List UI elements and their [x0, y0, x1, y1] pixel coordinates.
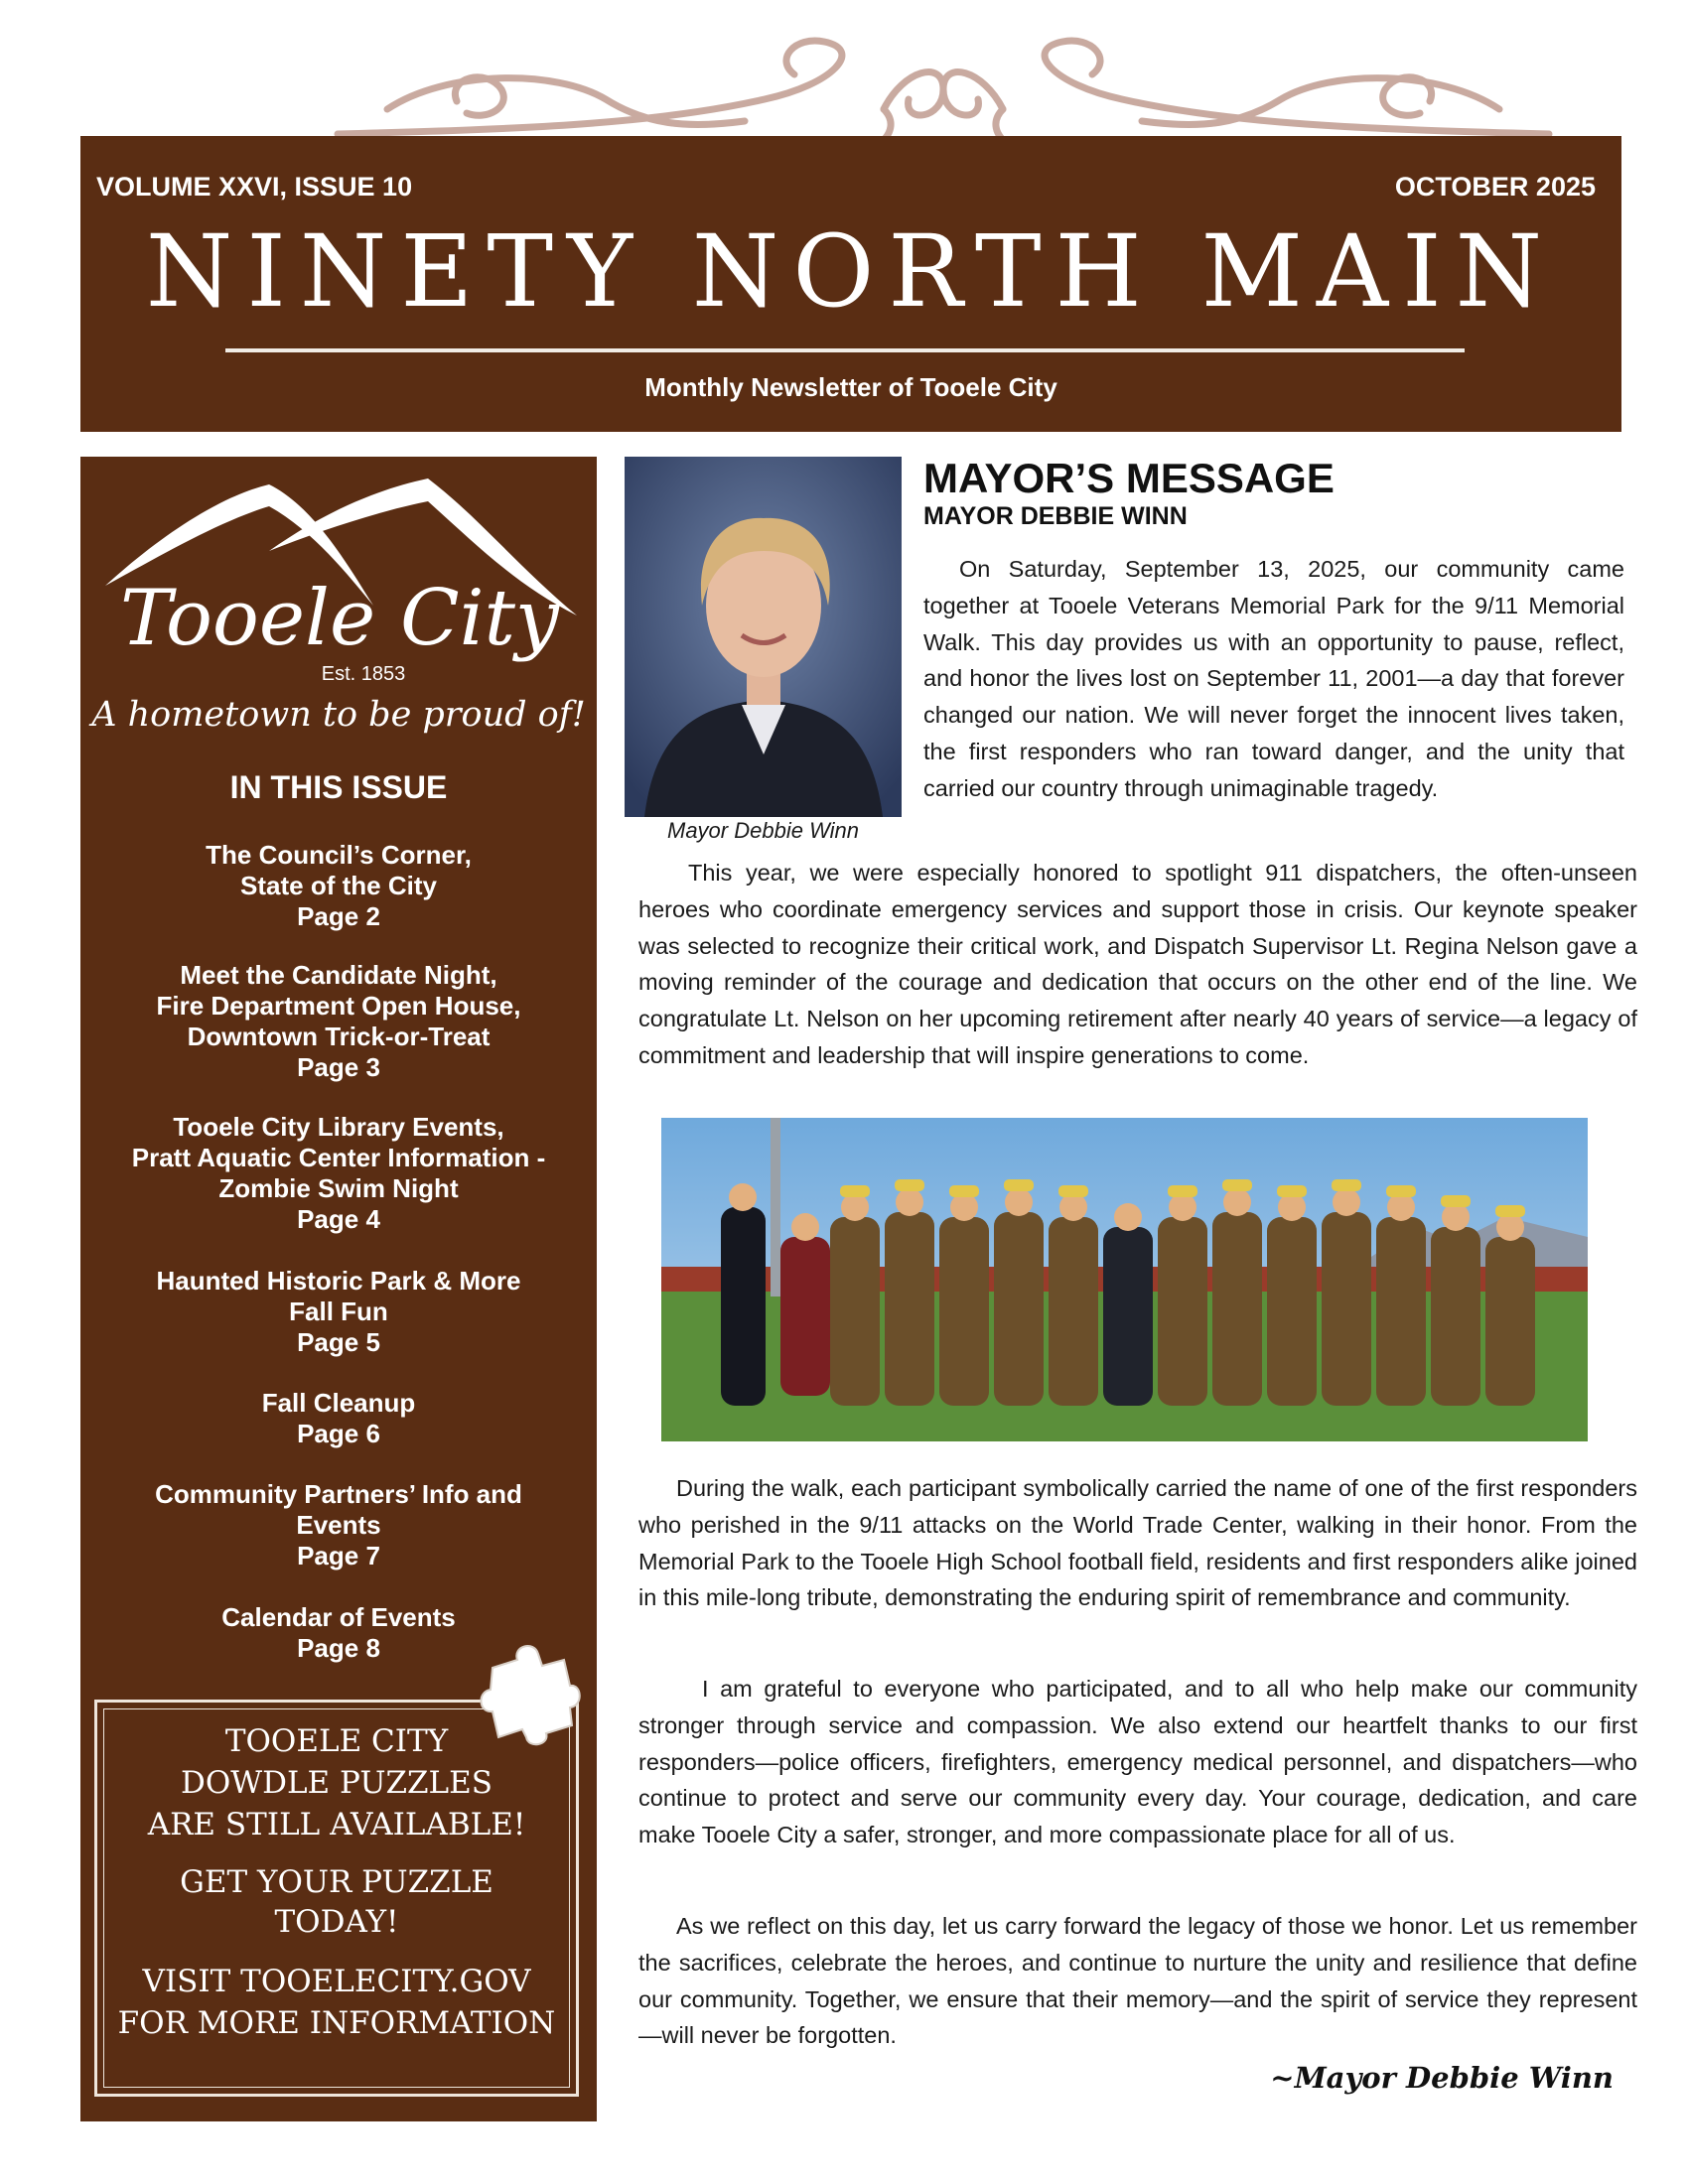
portrait-caption: Mayor Debbie Winn: [667, 818, 859, 843]
toc-line: Fire Department Open House,: [156, 991, 521, 1021]
mayor-portrait-photo: [625, 457, 902, 817]
toc-line: Calendar of Events: [221, 1602, 456, 1632]
article-paragraph: I am grateful to everyone who participated, and to all who help make our community stronger through service and compassion. We also extend our heartfelt thanks to our first responders—police officers, firefighters, emergency medical personnel, and dispatchers—who continue to protect and serve our community every day. Your courage, dedication, and care make Tooele City a safer, stronger, and more compassionate place for all of us.: [638, 1676, 1637, 1848]
toc-line: Haunted Historic Park & More: [156, 1266, 521, 1296]
toc-item-page-2[interactable]: [80, 840, 597, 932]
toc-line: Tooele City Library Events,: [173, 1112, 504, 1142]
article-paragraph: As we reflect on this day, let us carry forward the legacy of those we honor. Let us remember the sacrifices, celebrate the heroes, and continue to nurture the unity and resilience that define our community. Together, we ensure that their memory—and the spirit of service they represent—will never be forgotten.: [638, 1913, 1637, 2049]
puzzle-piece-icon: [473, 1638, 582, 1747]
toc-item-page-5[interactable]: [80, 1266, 597, 1358]
toc-heading: IN THIS ISSUE: [229, 769, 448, 805]
puzzle-promo-box: [94, 1700, 579, 2097]
toc-line: Fall Cleanup: [261, 1388, 416, 1418]
article-paragraph: On Saturday, September 13, 2025, our community came together at Tooele Veterans Memorial Park for the 9/11 Memorial Walk. This day provides us with an opportunity to pause, reflect, and honor the lives lost on September 11, 2001—a day that forever changed our nation. We will never forget the innocent lives taken, the first responders who ran toward danger, and the unity that carried our country through unimaginable tragedy.: [923, 556, 1624, 801]
first-responders-group-photo: [661, 1118, 1588, 1441]
toc-item-page-6[interactable]: [80, 1388, 597, 1449]
mayor-signature: ~Mayor Debbie Winn: [1270, 2061, 1614, 2095]
issue-date: OCTOBER 2025: [1394, 172, 1596, 202]
promo-line: FOR MORE INFORMATION: [117, 2005, 556, 2041]
article-byline: MAYOR DEBBIE WINN: [923, 502, 1188, 530]
toc-line: Pratt Aquatic Center Information -: [131, 1143, 546, 1172]
toc-line: Page 6: [297, 1419, 380, 1448]
promo-line: ARE STILL AVAILABLE!: [147, 1807, 526, 1843]
newsletter-subtitle: Monthly Newsletter of Tooele City: [644, 372, 1057, 402]
sidebar: [80, 457, 597, 2121]
toc-line: Fall Fun: [289, 1297, 388, 1326]
toc-item-page-7[interactable]: [80, 1479, 597, 1571]
toc-line: Zombie Swim Night: [218, 1173, 459, 1203]
toc-item-page-4[interactable]: [80, 1112, 597, 1235]
article-paragraph: During the walk, each participant symbolically carried the name of one of the first responders who perished in the 9/11 attacks on the World Trade Center, walking in their honor. From the Memorial Park to the Tooele High School football field, residents and first responders alike joined in this mile-long tribute, demonstrating the enduring spirit of remembrance and community.: [638, 1475, 1637, 1611]
logo-tagline: A hometown to be proud of!: [91, 695, 586, 735]
toc-line: The Council’s Corner,: [206, 840, 472, 870]
toc-item-page-3[interactable]: [80, 960, 597, 1083]
toc-line: State of the City: [240, 871, 437, 900]
title-divider: [225, 348, 1465, 352]
toc-line: Events: [296, 1510, 381, 1540]
article-paragraph: This year, we were especially honored to spotlight 911 dispatchers, the often-unseen heroes who coordinate emergency services and support those in crisis. Our keynote speaker was selected to recognize their critical work, and Dispatch Supervisor Lt. Regina Nelson gave a moving reminder of the courage and dedication that occurs on the other end of the line. We congratulate Lt. Nelson on her upcoming retirement after nearly 40 years of service—a legacy of commitment and leadership that will inspire generations to come.: [638, 860, 1637, 1068]
masthead: [80, 136, 1621, 432]
logo-established: Est. 1853: [321, 663, 406, 685]
promo-line: GET YOUR PUZZLE: [180, 1864, 493, 1900]
toc-line: Page 4: [297, 1204, 380, 1234]
toc-line: Page 7: [297, 1541, 380, 1570]
issue-volume: VOLUME XXVI, ISSUE 10: [96, 172, 413, 202]
promo-line: TODAY!: [274, 1904, 399, 1940]
toc-line: Community Partners’ Info and: [155, 1479, 522, 1509]
toc-line: Page 8: [297, 1633, 380, 1663]
promo-line: DOWDLE PUZZLES: [180, 1765, 493, 1801]
article-title: MAYOR’S MESSAGE: [923, 455, 1335, 501]
toc-line: Downtown Trick-or-Treat: [187, 1022, 491, 1051]
toc-line: Page 3: [297, 1052, 380, 1082]
promo-line: VISIT TOOELECITY.GOV: [142, 1964, 531, 1999]
toc-line: Page 5: [297, 1327, 380, 1357]
toc-line: Meet the Candidate Night,: [180, 960, 497, 990]
tooele-city-logo-text: Tooele City: [120, 574, 559, 663]
newsletter-title: NINETY NORTH MAIN: [145, 213, 1557, 330]
toc-line: Page 2: [297, 901, 380, 931]
promo-line: TOOELE CITY: [224, 1723, 449, 1759]
